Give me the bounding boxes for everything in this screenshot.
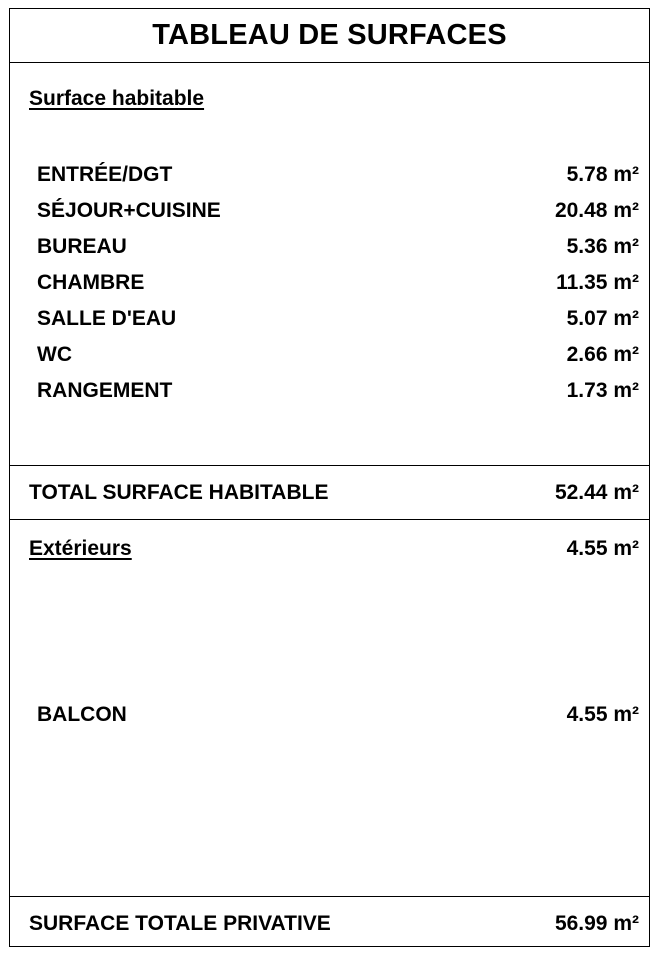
room-name: RANGEMENT	[37, 379, 173, 402]
room-row	[37, 229, 639, 265]
room-name: BUREAU	[37, 235, 127, 258]
page-title: TABLEAU DE SURFACES	[152, 19, 507, 51]
grand-total-label: SURFACE TOTALE PRIVATIVE	[29, 912, 331, 935]
total-habitable-value: 52.44 m²	[554, 481, 639, 504]
exterieurs-value: 4.55 m²	[566, 537, 639, 560]
room-row	[37, 337, 639, 373]
room-name: WC	[37, 343, 72, 366]
room-row	[37, 301, 639, 337]
room-name: ENTRÉE/DGT	[37, 163, 173, 186]
section-label-exterieurs: Extérieurs	[29, 537, 132, 560]
room-row	[37, 157, 639, 193]
divider	[10, 519, 649, 520]
divider	[10, 465, 649, 466]
grand-total-value: 56.99 m²	[554, 912, 639, 935]
room-area: 5.78 m²	[566, 163, 639, 186]
room-name: SALLE D'EAU	[37, 307, 177, 330]
exterior-area: 4.55 m²	[566, 703, 639, 726]
grand-total-row	[29, 906, 639, 942]
room-row	[37, 193, 639, 229]
total-habitable-row	[29, 475, 639, 511]
room-name: SÉJOUR+CUISINE	[37, 199, 221, 222]
surface-table	[9, 8, 650, 947]
divider	[10, 62, 649, 63]
exterior-row	[37, 697, 639, 733]
room-row	[37, 265, 639, 301]
room-name: CHAMBRE	[37, 271, 145, 294]
section-label-habitable: Surface habitable	[29, 87, 205, 110]
room-area: 20.48 m²	[554, 199, 639, 222]
room-area: 5.36 m²	[566, 235, 639, 258]
exterior-name: BALCON	[37, 703, 127, 726]
room-area: 2.66 m²	[566, 343, 639, 366]
room-area: 1.73 m²	[566, 379, 639, 402]
room-area: 5.07 m²	[566, 307, 639, 330]
divider	[10, 896, 649, 897]
room-row	[37, 373, 639, 409]
room-area: 11.35 m²	[556, 271, 639, 294]
total-habitable-label: TOTAL SURFACE HABITABLE	[29, 481, 329, 504]
